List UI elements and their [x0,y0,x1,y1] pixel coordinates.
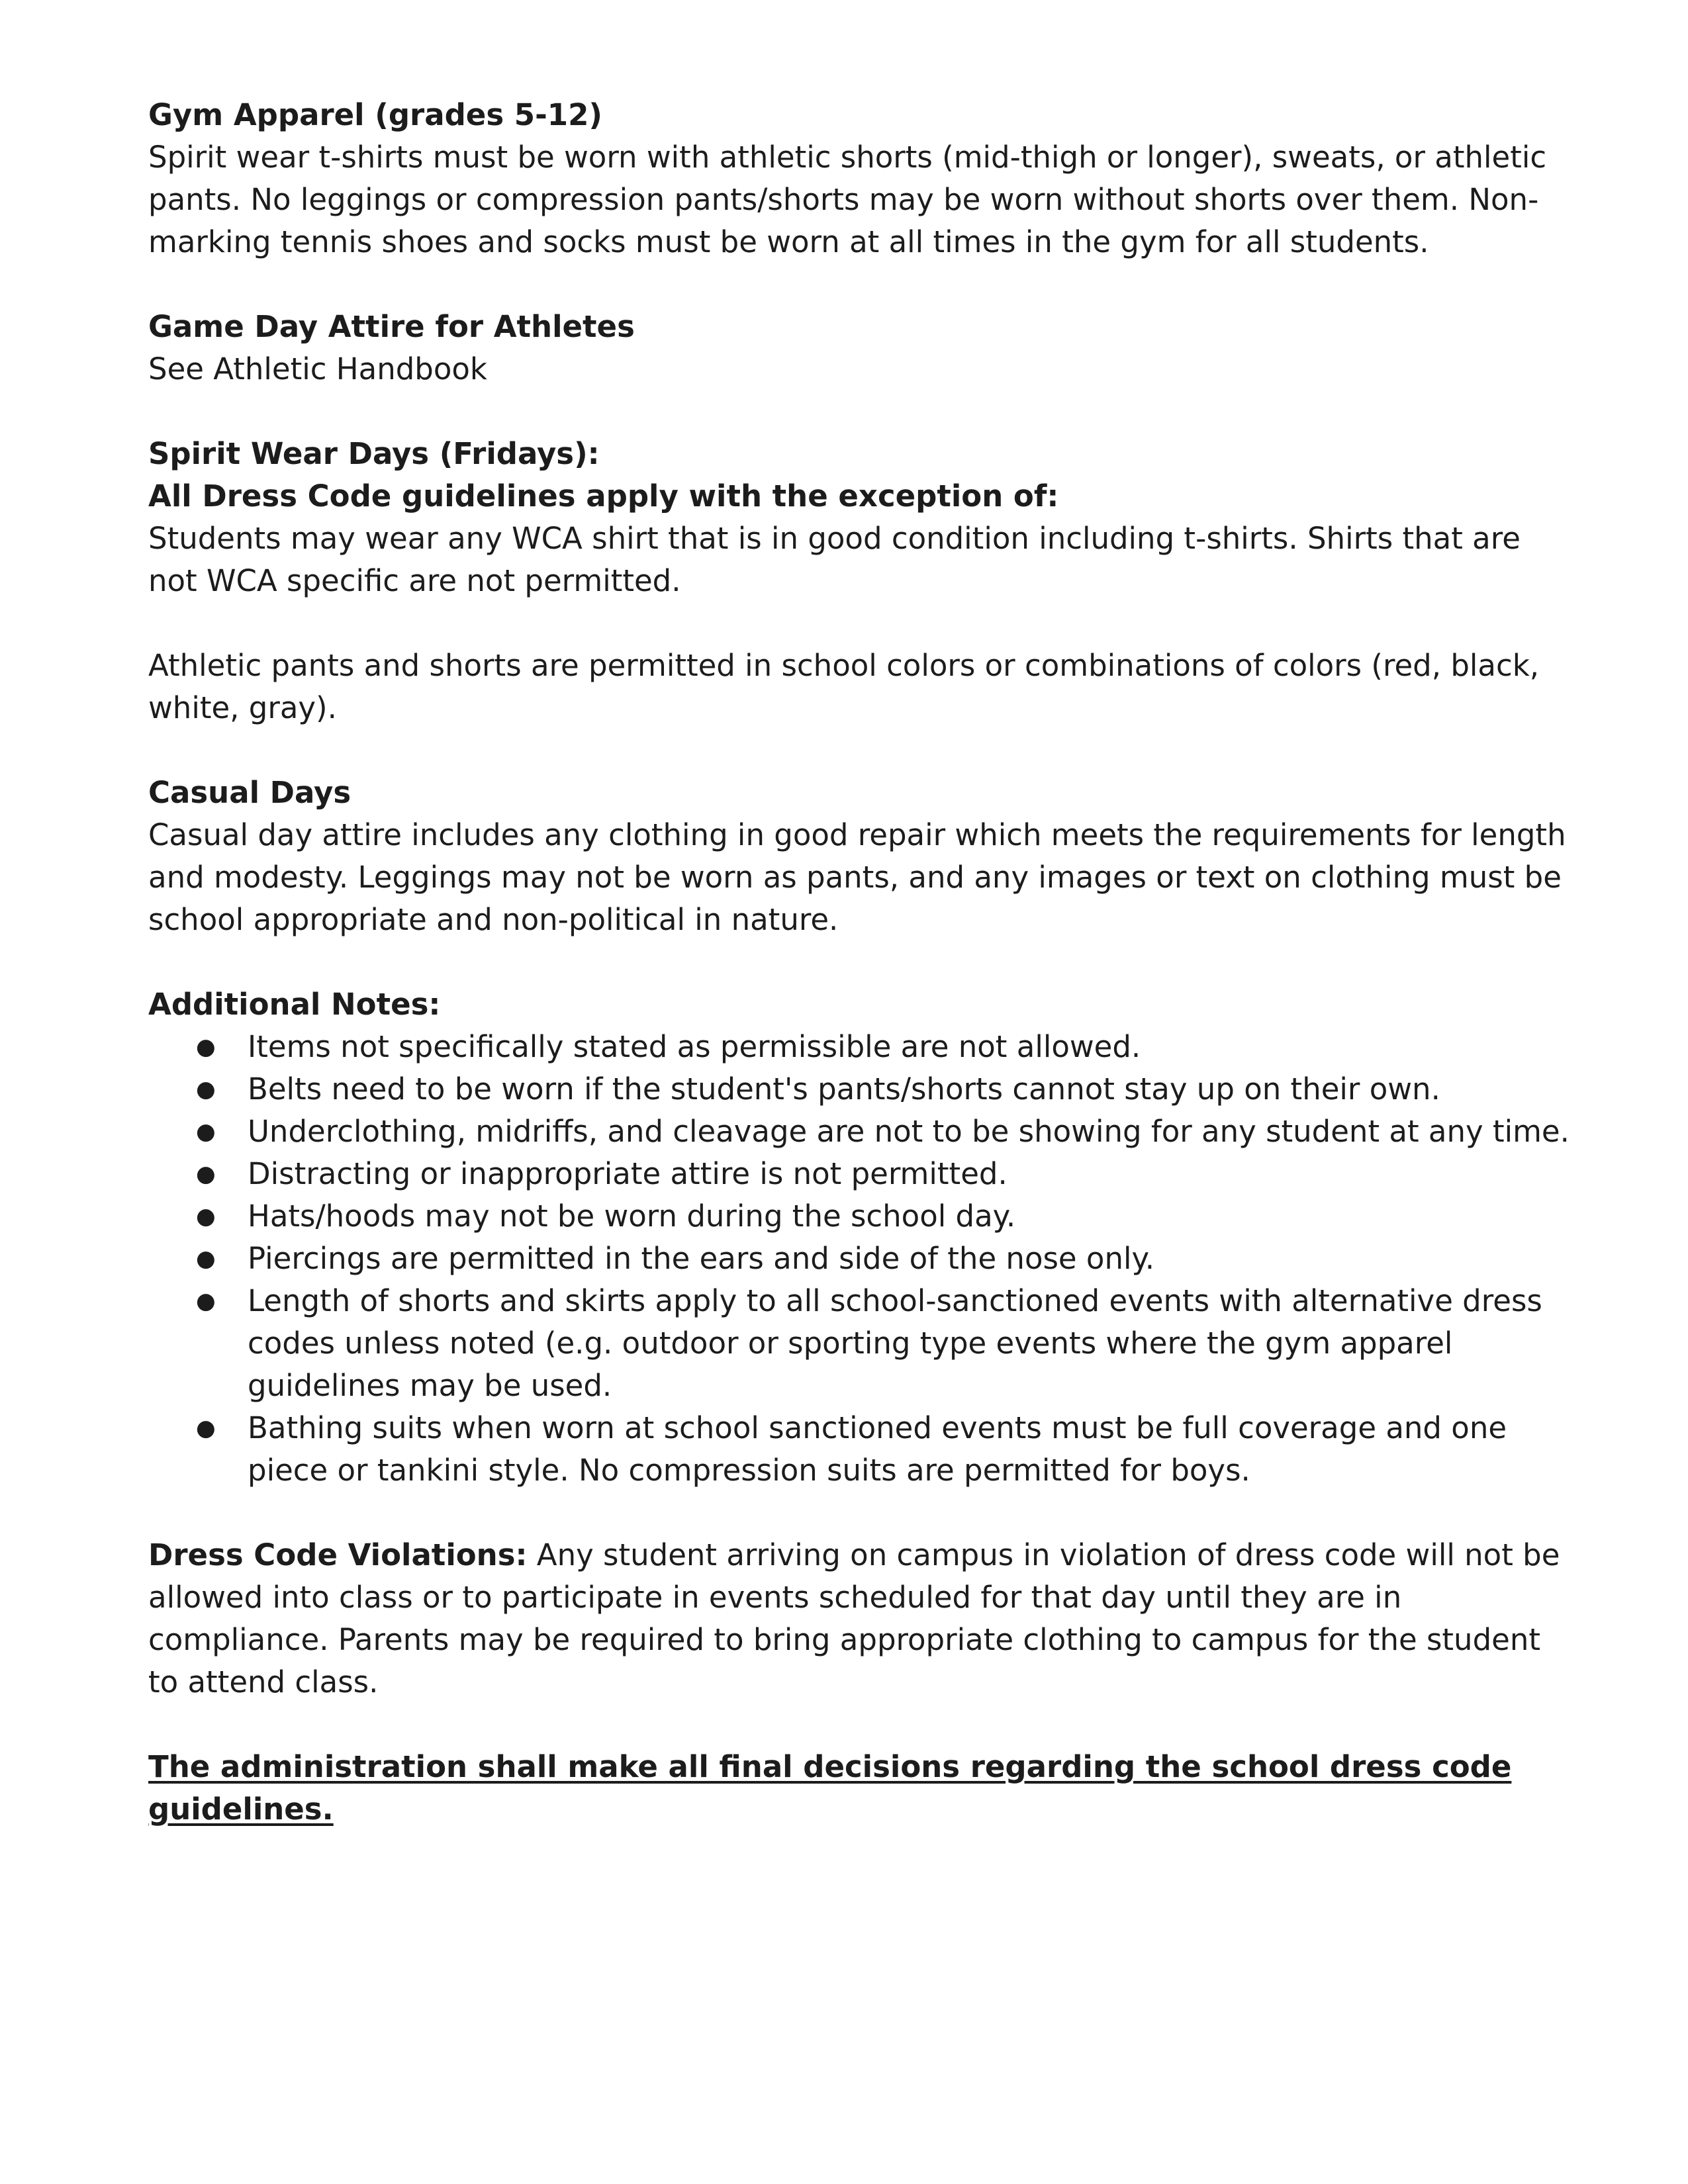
list-item [196,1238,1571,1280]
bullet-icon: ● [196,1203,216,1230]
casual-days-heading: Casual Days [148,775,352,810]
casual-days-text: Casual day attire includes any clothing in good repair which meets the requirements for length and modesty. Leggings may not be worn as pants, and any images or text on clothing must be school appropriate and non-political in nature. [148,817,1566,937]
list-item [196,1280,1571,1407]
list-item-text: Hats/hoods may not be worn during the school day. [248,1199,1016,1234]
spirit-wear-text-pants: Athletic pants and shorts are permitted in school colors or combinations of colors (red, black, white, gray). [148,648,1540,725]
bullet-icon: ● [196,1118,216,1145]
bullet-icon: ● [196,1161,216,1187]
game-day-heading: Game Day Attire for Athletes [148,309,635,344]
spacer [148,941,1571,983]
list-item-text: Piercings are permitted in the ears and side of the nose only. [248,1241,1154,1276]
gym-apparel-text: Spirit wear t-shirts must be worn with athletic shorts (mid-thigh or longer), sweats, or athletic pants. No leggings or compression pants/shorts may be worn without shorts over them. Non-marking tennis shoes and socks must be worn at all times in the gym for all students. [148,140,1547,259]
list-item [196,1195,1571,1238]
game-day-text: See Athletic Handbook [148,351,487,387]
bullet-icon: ● [196,1076,216,1103]
bullet-icon: ● [196,1288,216,1314]
list-item [196,1153,1571,1195]
spacer [148,263,1571,306]
final-decision-statement: The administration shall make all final decisions regarding the school dress code guidelines. [148,1749,1512,1827]
dress-code-violations-paragraph [148,1534,1571,1704]
list-item-text: Underclothing, midriffs, and cleavage are not to be showing for any student at any time. [248,1114,1570,1149]
spirit-wear-heading: Spirit Wear Days (Fridays): [148,436,600,471]
gym-apparel-heading: Gym Apparel (grades 5-12) [148,97,602,132]
dress-code-violations-text: Any student arriving on campus in violation of dress code will not be allowed into class or to participate in events scheduled for that day until they are in compliance. Parents may be required to bring appropriate clothing to campus for the student to attend class. [148,1537,1560,1700]
list-item [196,1026,1571,1068]
spacer [148,602,1571,645]
document-page [148,94,1571,1831]
spacer [148,390,1571,433]
list-item [196,1068,1571,1111]
spacer [148,1492,1571,1534]
spirit-wear-text-shirts: Students may wear any WCA shirt that is in good condition including t-shirts. Shirts that are not WCA specific are not permitted. [148,521,1521,598]
additional-notes-list [148,1026,1571,1492]
list-item [196,1407,1571,1492]
bullet-icon: ● [196,1415,216,1441]
bullet-icon: ● [196,1034,216,1060]
list-item-text: Length of shorts and skirts apply to all school-sanctioned events with alternative dress codes unless noted (e.g. outdoor or sporting type events where the gym apparel guidelines may be used. [248,1283,1542,1403]
list-item-text: Items not specifically stated as permissible are not allowed. [248,1029,1141,1064]
list-item [196,1111,1571,1153]
spacer [148,1704,1571,1746]
bullet-icon: ● [196,1246,216,1272]
spacer [148,729,1571,772]
dress-code-violations-label: Dress Code Violations: [148,1537,528,1572]
list-item-text: Distracting or inappropriate attire is not permitted. [248,1156,1008,1191]
spirit-wear-subheading: All Dress Code guidelines apply with the exception of: [148,478,1059,514]
list-item-text: Belts need to be worn if the student's pants/shorts cannot stay up on their own. [248,1071,1440,1107]
list-item-text: Bathing suits when worn at school sanctioned events must be full coverage and one piece or tankini style. No compression suits are permitted for boys. [248,1410,1507,1488]
additional-notes-heading: Additional Notes: [148,987,441,1022]
